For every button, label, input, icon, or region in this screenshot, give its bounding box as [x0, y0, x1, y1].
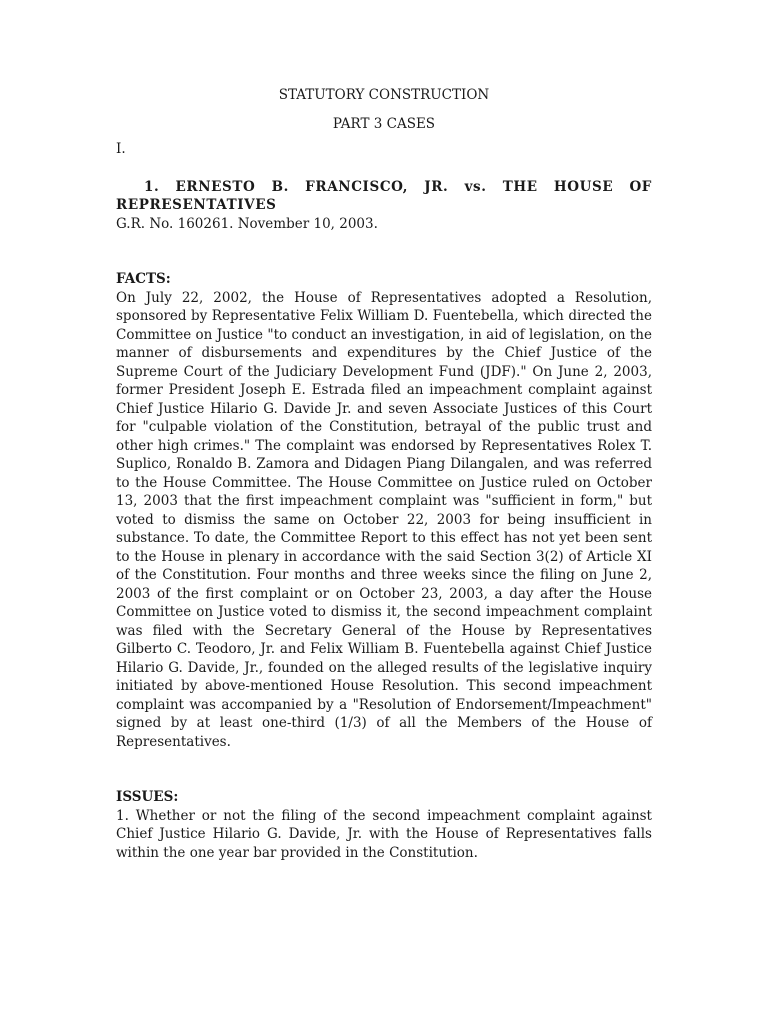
document-subtitle: PART 3 CASES	[332, 115, 436, 132]
case-citation: G.R. No. 160261. November 10, 2003.	[116, 215, 378, 232]
facts-label: FACTS:	[116, 271, 171, 287]
case-heading-line2: REPRESENTATIVES	[116, 197, 277, 213]
document-title: STATUTORY CONSTRUCTION	[278, 87, 490, 103]
document-page	[116, 86, 652, 862]
facts-text: On July 22, 2002, the House of Representatives adopted a Resolution, sponsored by Representative Felix William D. Fuentebella, which directed the Committee on Justice "to conduct an investigation, in aid of legislation, on the manner of disbursements and expenditures by the Chief Justice of the Supreme Court of the Judiciary Development Fund (JDF)." On June 2, 2003, former President Joseph E. Estrada filed an impeachment complaint against Chief Justice Hilario G. Davide Jr. and seven Associate Justices of this Court for "culpable violation of the Constitution, betrayal of the public trust and other high crimes." The complaint was endorsed by Representatives Rolex T. Suplico, Ronaldo B. Zamora and Didagen Piang Dilangalen, and was referred to the House Committee. The House Committee on Justice ruled on October 13, 2003 that the first impeachment complaint was "sufficient in form," but voted to dismiss the same on October 22, 2003 for being insufficient in substance. To date, the Committee Report to this effect has not yet been sent to the House in plenary in accordance with the said Section 3(2) of Article XI of the Constitution. Four months and three weeks since the filing on June 2, 2003 of the first complaint or on October 23, 2003, a day after the House Committee on Justice voted to dismiss it, the second impeachment complaint was filed with the Secretary General of the House by Representatives Gilberto C. Teodoro, Jr. and Felix William B. Fuentebella against Chief Justice Hilario G. Davide, Jr., founded on the alleged results of the legislative inquiry initiated by above-mentioned House Resolution. This second impeachment complaint was accompanied by a "Resolution of Endorsement/Impeachment" signed by at least one-third (1/3) of all the Members of the House of Representatives.	[116, 289, 652, 750]
issue-item: 1. Whether or not the filing of the second impeachment complaint against Chief Justice Hilario G. Davide, Jr. with the House of Representatives falls within the one year bar provided in the Constitution.	[116, 807, 652, 861]
case-heading-line1: 1. ERNESTO B. FRANCISCO, JR. vs. THE HOUSE OF	[144, 178, 652, 195]
issues-label: ISSUES:	[116, 789, 179, 805]
roman-numeral: I.	[116, 141, 126, 157]
